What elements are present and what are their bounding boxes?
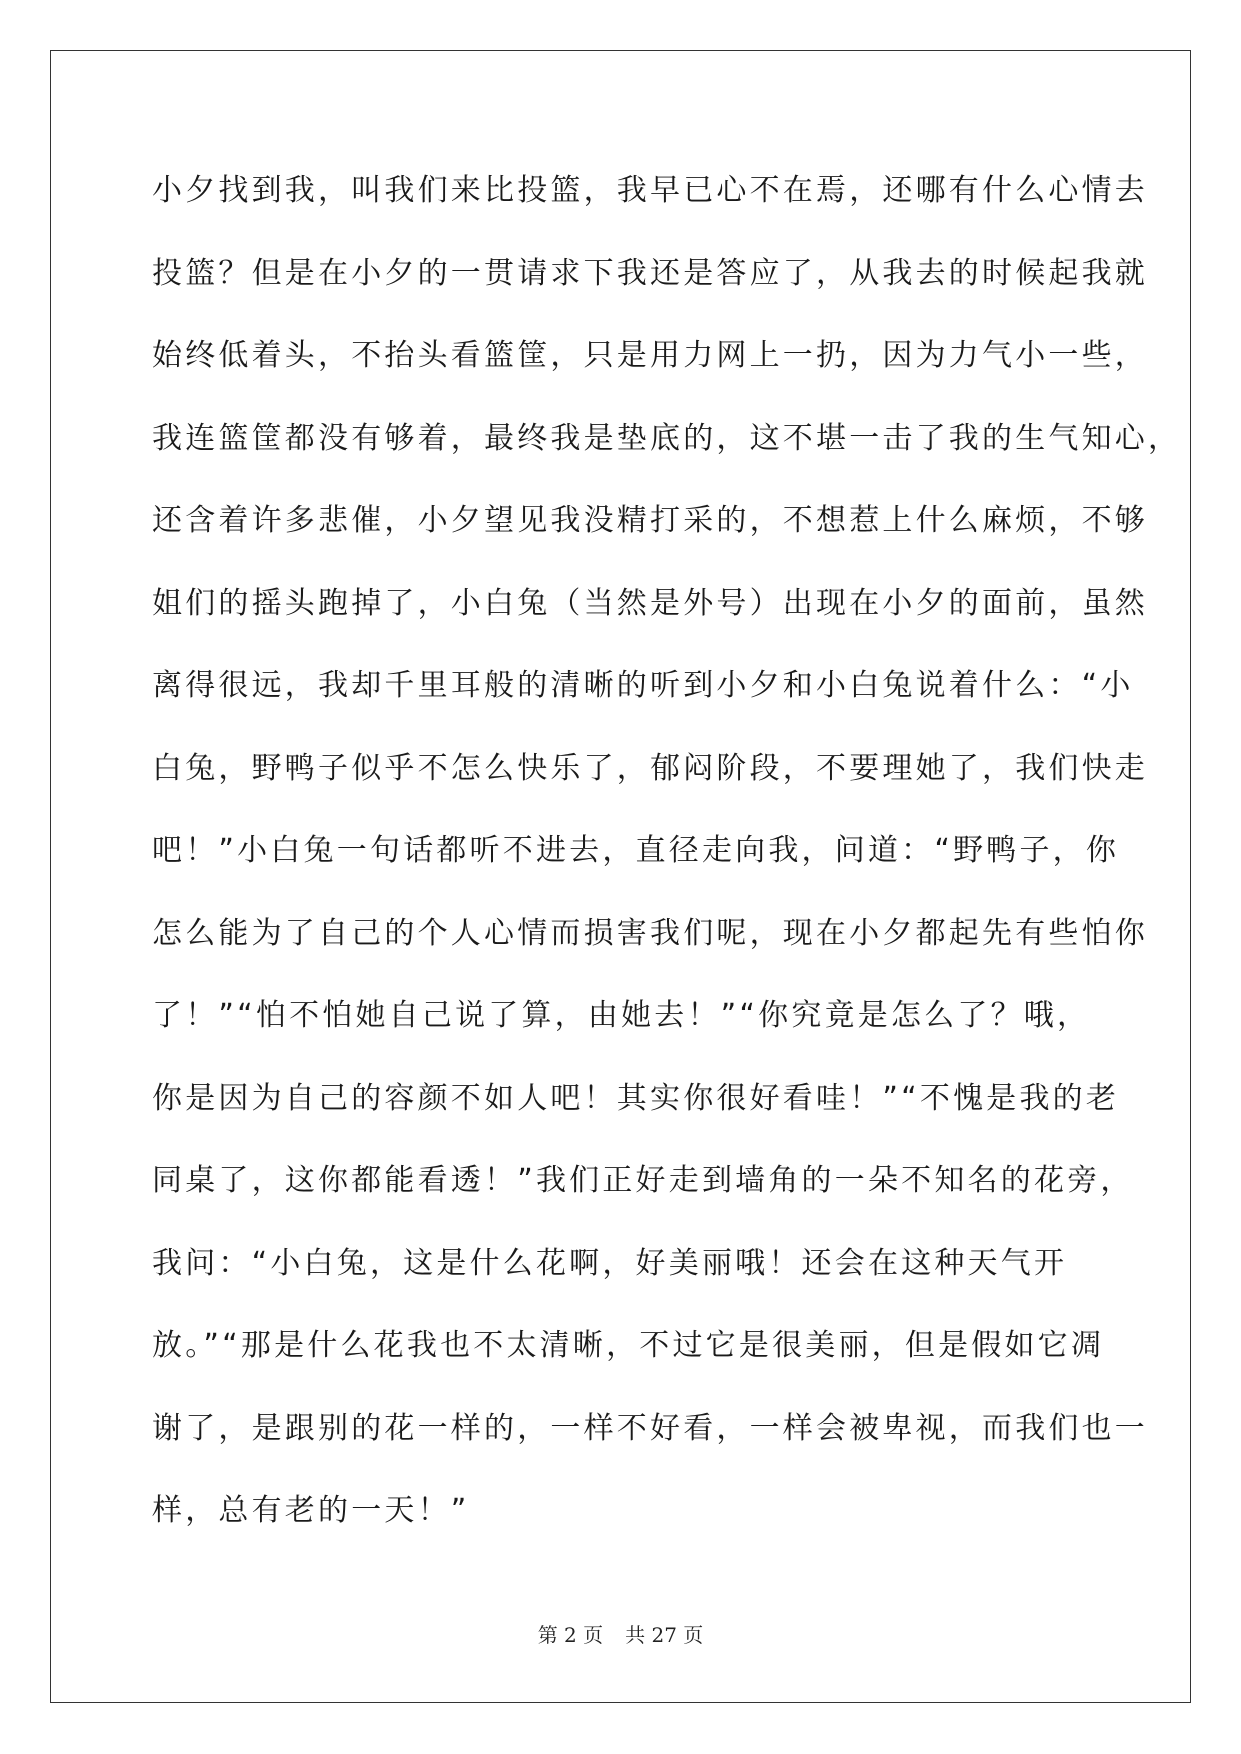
text-line: 样，总有老的一天！”	[152, 1493, 470, 1528]
text-line: 了！”“怕不怕她自己说了算，由她去！”“你究竟是怎么了？哦，	[152, 998, 1091, 1033]
text-line: 我连篮筐都没有够着，最终我是垫底的，这不堪一击了我的生气知心，	[152, 420, 1182, 456]
text-line: 还含着许多悲催，小夕望见我没精打采的，不想惹上什么麻烦，不够	[152, 503, 1148, 538]
text-line: 白兔，野鸭子似乎不怎么快乐了，郁闷阶段，不要理她了，我们快走	[152, 750, 1148, 786]
text-line: 你是因为自己的容颜不如人吧！其实你很好看哇！”“不愧是我的老	[152, 1080, 1120, 1116]
text-line: 放。”“那是什么花我也不太清晰，不过它是很美丽，但是假如它凋	[152, 1328, 1105, 1363]
text-line: 离得很远，我却千里耳般的清晰的听到小夕和小白兔说着什么：“小	[152, 668, 1134, 703]
text-line: 我问：“小白兔，这是什么花啊，好美丽哦！还会在这种天气开	[152, 1245, 1068, 1281]
text-line: 同桌了，这你都能看透！”我们正好走到墙角的一朵不知名的花旁，	[152, 1163, 1134, 1198]
text-line: 小夕找到我，叫我们来比投篮，我早已心不在焉，还哪有什么心情去	[152, 173, 1148, 208]
page-number: 第 2 页	[537, 1623, 604, 1647]
text-line: 谢了，是跟别的花一样的，一样不好看，一样会被卑视，而我们也一	[152, 1410, 1148, 1446]
document-body	[152, 164, 1182, 1567]
page-footer	[0, 1619, 1241, 1648]
page-total: 共 27 页	[625, 1623, 704, 1647]
text-line: 吧！”小白兔一句话都听不进去，直径走向我，问道：“野鸭子，你	[152, 833, 1120, 868]
text-line: 投篮？但是在小夕的一贯请求下我还是答应了，从我去的时候起我就	[152, 255, 1148, 291]
text-line: 怎么能为了自己的个人心情而损害我们呢，现在小夕都起先有些怕你	[152, 915, 1148, 951]
text-line: 姐们的摇头跑掉了，小白兔（当然是外号）出现在小夕的面前，虽然	[152, 585, 1148, 621]
text-line: 始终低着头，不抬头看篮筐，只是用力网上一扔，因为力气小一些，	[152, 338, 1148, 373]
